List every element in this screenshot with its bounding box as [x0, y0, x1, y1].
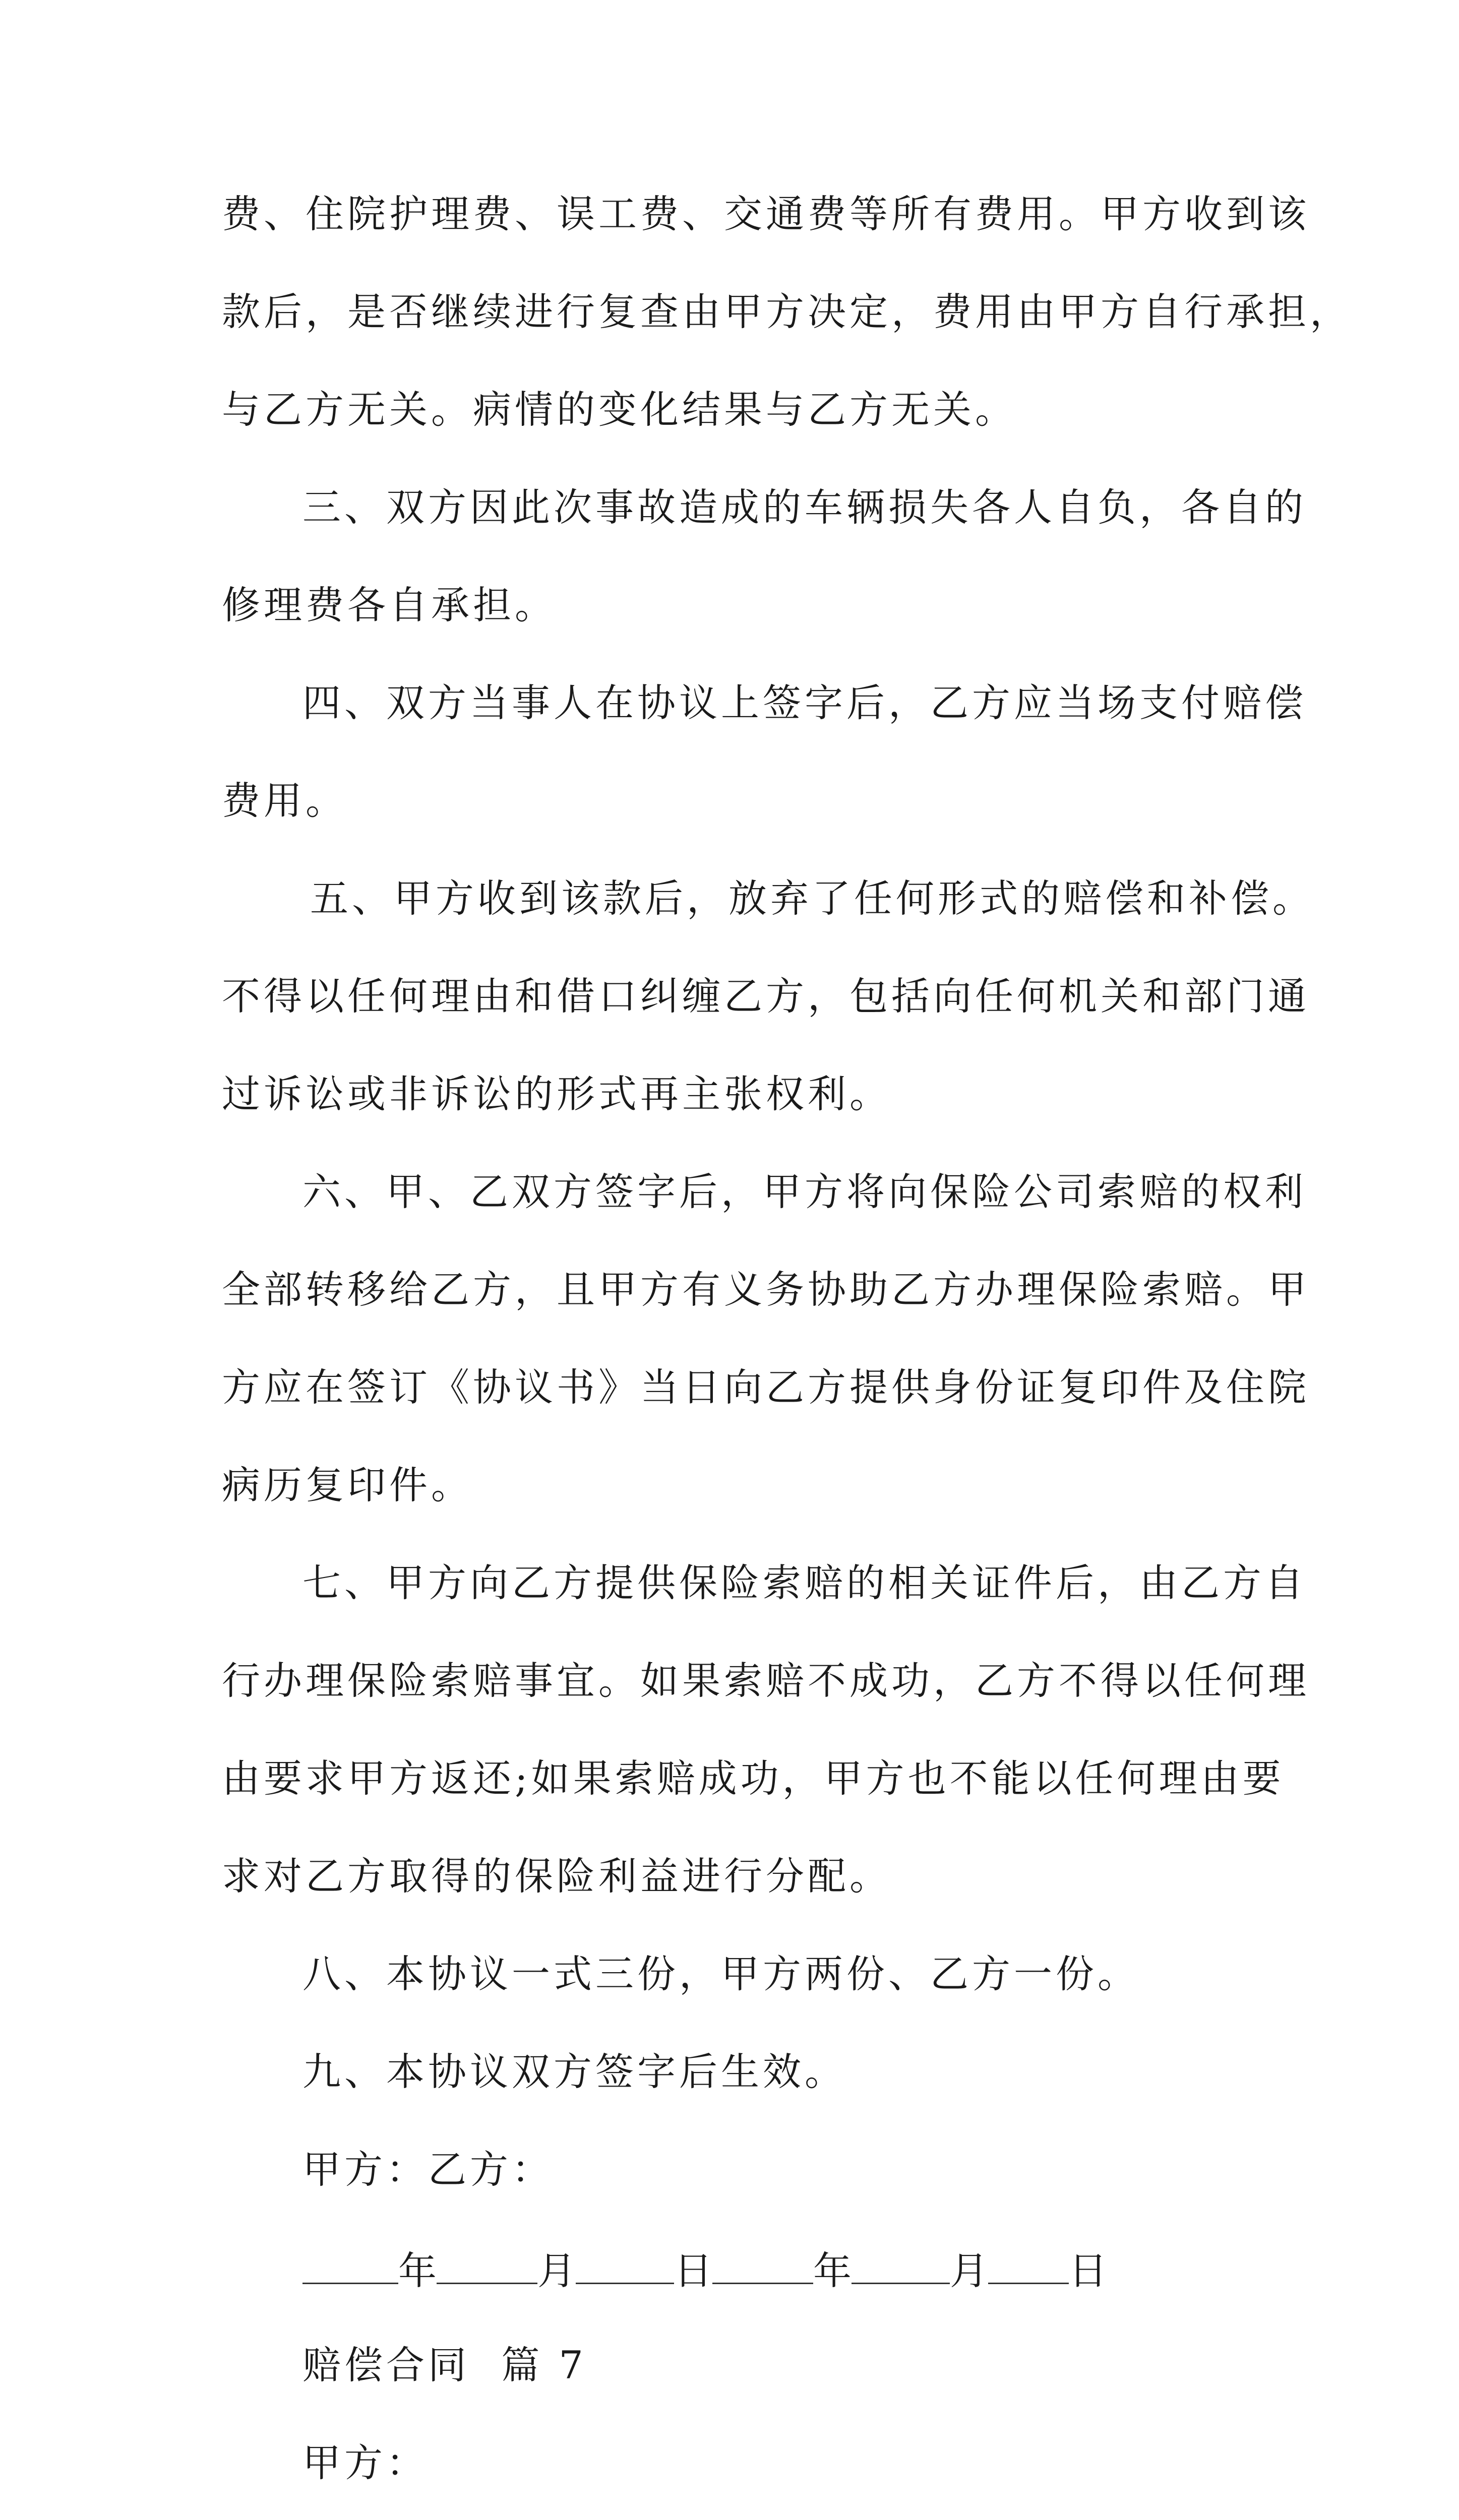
paragraph-line: 不得以任何理由和借口纠缠乙方，包括向任何机关和部门通 — [222, 974, 1310, 1019]
year-label-1: 年 — [398, 2248, 437, 2293]
clause-four-line: 四、双方当事人在协议上签字后，乙方应当场支付赔偿 — [302, 680, 1307, 725]
paragraph-line: 由要求甲方返还;如果索赔成功，甲方也不能以任何理由要 — [222, 1756, 1285, 1801]
month-label-1: 月 — [537, 2248, 576, 2293]
clause-five-line: 五、甲方收到该款后，放弃了任何形式的赔偿和补偿。 — [310, 876, 1314, 921]
year-label-2: 年 — [813, 2248, 852, 2293]
day-label-2: 日 — [1069, 2248, 1107, 2293]
signature-date-line — [222, 2242, 1245, 2293]
month-label-2: 月 — [950, 2248, 988, 2293]
month-blank-2 — [852, 2242, 950, 2284]
section-title: 赔偿合同 篇 7 — [302, 2343, 587, 2387]
paragraph-line: 求对乙方取得的保险利益进行分配。 — [222, 1854, 891, 1899]
clause-nine-line: 九、本协议双方签字后生效。 — [302, 2049, 846, 2094]
paragraph-line: 修理费各自承担。 — [222, 583, 557, 627]
paragraph-line: 行办理保险索赔事宜。如果索赔不成功，乙方不得以任何理 — [222, 1658, 1310, 1703]
paragraph-line: 过诉讼或非诉讼的形式再主张权利。 — [222, 1072, 891, 1116]
paragraph-line: 与乙方无关。病情的变化结果与乙方无关。 — [222, 387, 1017, 432]
paragraph-line: 病历复印件。 — [222, 1463, 473, 1507]
paragraph-line: 费用。 — [222, 778, 347, 823]
month-blank-1 — [437, 2242, 537, 2284]
paragraph-line: 全部转移给乙方，且甲方有义务协助乙方办理保险索赔。甲 — [222, 1267, 1310, 1312]
paragraph-line: 方应在签订《协议书》当日向乙方提供身份证复印件及住院 — [222, 1365, 1310, 1410]
day-blank-2 — [988, 2242, 1069, 2284]
signature-parties-line: 甲方：乙方： — [302, 2147, 554, 2192]
party-a-label: 甲方： — [302, 2440, 428, 2485]
year-blank-1 — [302, 2242, 398, 2284]
paragraph-line: 费、住院护理费、误工费、交通费等所有费用。甲方收到该 — [222, 192, 1310, 236]
day-blank-1 — [576, 2242, 674, 2284]
clause-seven-line: 七、甲方向乙方提供保险索赔的相关证件后，由乙方自 — [302, 1560, 1307, 1605]
clause-three-line: 三、双方因此次事故造成的车辆损失各人自负，各自的 — [302, 485, 1307, 530]
day-label-1: 日 — [674, 2248, 712, 2293]
clause-six-line: 六、甲、乙双方签字后，甲方将向保险公司索赔的权利 — [302, 1169, 1307, 1214]
year-blank-2 — [712, 2242, 813, 2284]
document-body — [222, 189, 1352, 2520]
paragraph-line: 款后，是否继续进行复查由甲方决定，费用由甲方自行承担， — [222, 289, 1352, 334]
clause-eight-line: 八、本协议一式三份，甲方两份、乙方一份。 — [302, 1951, 1139, 1996]
